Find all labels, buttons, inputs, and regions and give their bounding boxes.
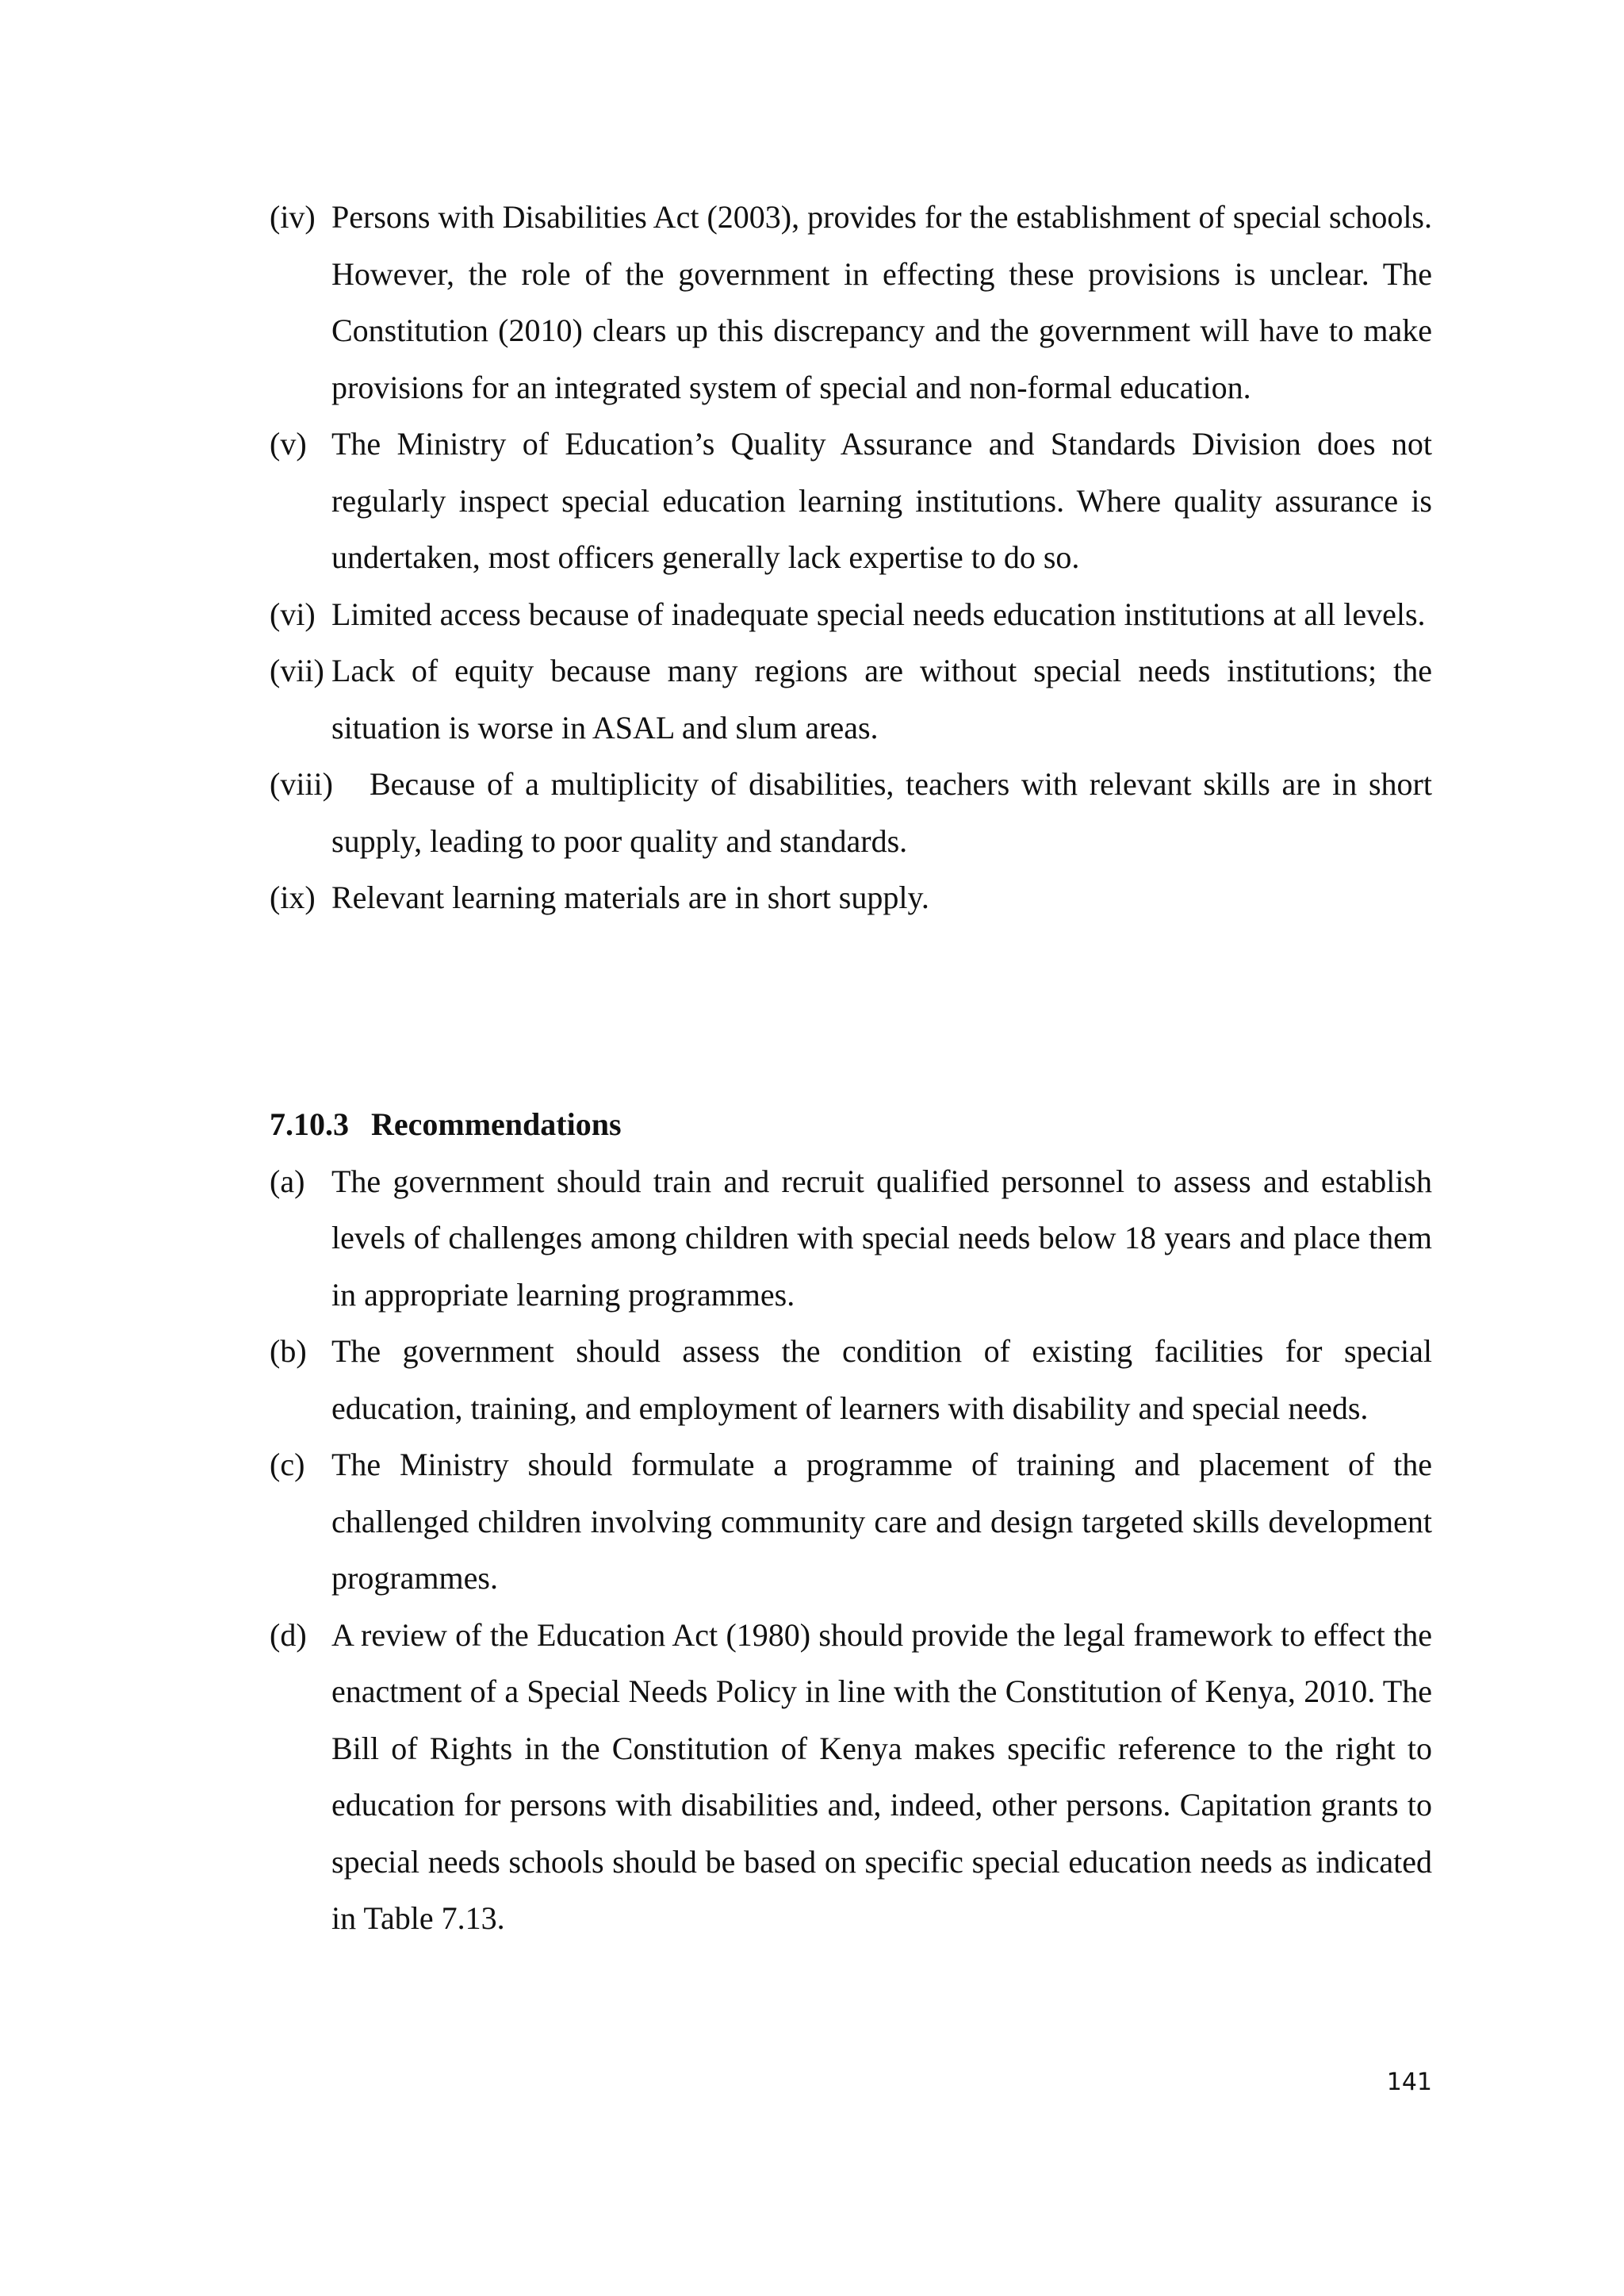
- list-label: (v): [270, 426, 307, 462]
- list-text: Relevant learning materials are in short supply.: [331, 880, 929, 915]
- list-label: (vii): [270, 653, 324, 688]
- section-number: 7.10.3: [270, 1106, 349, 1142]
- list-item-vii: [270, 642, 1432, 756]
- list-item-viii: [270, 756, 1432, 869]
- list-text: Limited access because of inadequate special needs education institutions at all levels.: [331, 596, 1426, 632]
- list-text: The government should train and recruit qualified personnel to assess and establish levels of challenges among children with special needs below 18 years and place them in appropriate learning programmes.: [331, 1163, 1432, 1313]
- list-item-vi: [270, 586, 1432, 643]
- list-text: Because of a multiplicity of disabilities, teachers with relevant skills are in short supply, leading to poor quality and standards.: [331, 766, 1432, 859]
- list-item-ix: [270, 869, 1432, 926]
- list-label: (a): [270, 1163, 305, 1199]
- list-label: (iv): [270, 199, 316, 235]
- list-label: (c): [270, 1447, 305, 1482]
- list-text: The Ministry of Education’s Quality Assurance and Standards Division does not regularly inspect special education learning institutions. Where quality assurance is undertaken, most officers generally lack expertise to do so.: [331, 426, 1432, 575]
- page-number: 141: [1386, 2068, 1432, 2096]
- recommendations-section: [270, 1096, 1432, 1947]
- list-label: (b): [270, 1333, 307, 1369]
- section-heading: [270, 1096, 1432, 1153]
- list-text: The government should assess the condition of existing facilities for special education, training, and employment of learners with disability and special needs.: [331, 1333, 1432, 1426]
- recommendation-c: [270, 1436, 1432, 1607]
- list-text: Lack of equity because many regions are without special needs institutions; the situation is worse in ASAL and slum areas.: [331, 653, 1432, 746]
- recommendation-b: [270, 1323, 1432, 1436]
- problems-list: [270, 189, 1432, 926]
- list-label: (ix): [270, 880, 316, 915]
- recommendation-d: [270, 1607, 1432, 1947]
- section-title: Recommendations: [371, 1106, 622, 1142]
- list-item-v: [270, 416, 1432, 586]
- list-text: The Ministry should formulate a programme of training and placement of the challenged children involving community care and design targeted skills development programmes.: [331, 1447, 1432, 1596]
- recommendation-a: [270, 1153, 1432, 1324]
- list-label: (d): [270, 1616, 307, 1653]
- list-item-iv: [270, 189, 1432, 416]
- list-label: (viii): [270, 766, 333, 802]
- list-text: Persons with Disabilities Act (2003), provides for the establishment of special schools. However, the role of the government in effecting these provisions is unclear. The Constitution (2010) clears up this discrepancy and the government will have to make provisions for an integrated system of special and non-formal education.: [331, 199, 1432, 405]
- list-label: (vi): [270, 596, 316, 632]
- list-text: A review of the Education Act (1980) should provide the legal framework to effect the enactment of a Special Needs Policy in line with the Constitution of Kenya, 2010. The Bill of Rights in the Constitution of Kenya makes specific reference to the right to education for persons with disabilities and, indeed, other persons. Capitation grants to special needs schools should be based on specific special education needs as indicated in Table 7.13.: [331, 1616, 1432, 1936]
